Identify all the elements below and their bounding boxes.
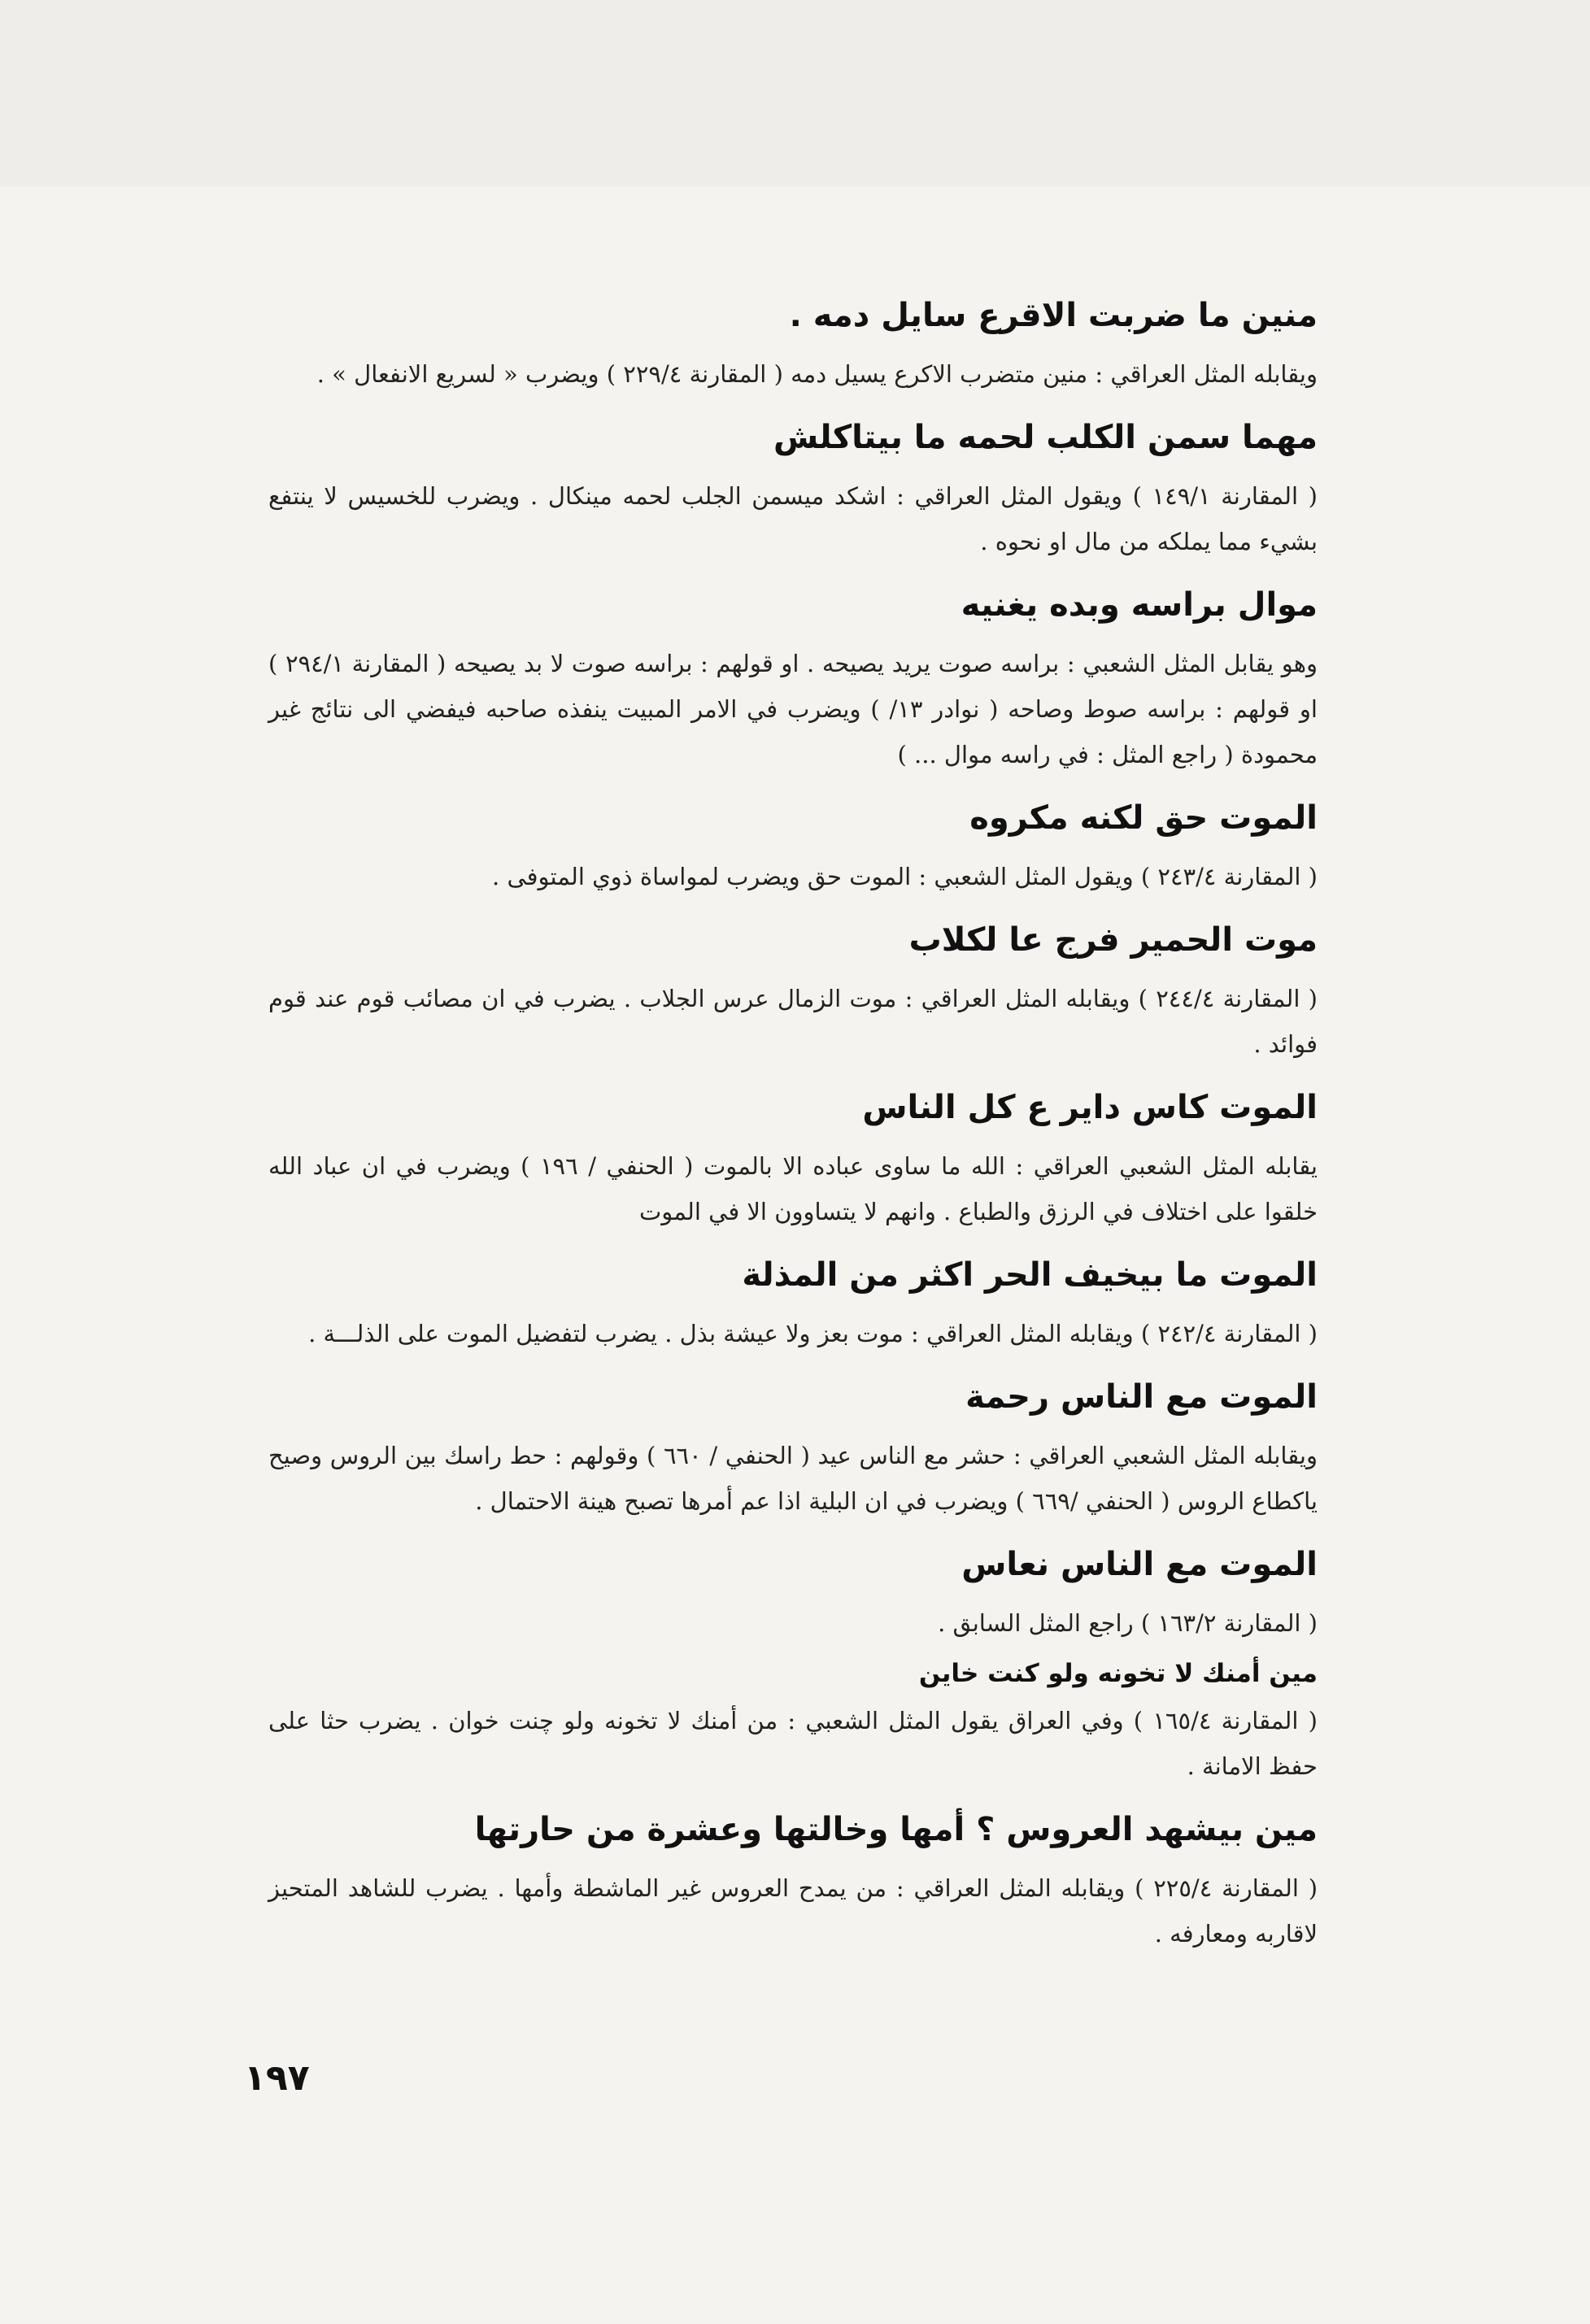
proverb-body: ويقابله المثل العراقي : منين متضرب الاكرع يسيل دمه ( المقارنة ٢٢٩/٤ ) ويضرب « لسريع الانفعال » . [316,360,1318,388]
proverb-heading: مين أمنك لا تخونه ولو كنت خاين [918,1659,1318,1688]
proverb-heading: الموت كاس داير ع كل الناس [862,1089,1318,1126]
proverb-body: يقابله المثل الشعبي العراقي : الله ما ساوى عباده الا بالموت ( الحنفي / ١٩٦ ) ويضرب في ان عباد الله خلقوا على اختلاف في الرزق والطباع . وانهم لا يتساوون الا في الموت [268,1152,1318,1225]
proverb-body: ( المقارنة ٢٤٣/٤ ) ويقول المثل الشعبي : الموت حق ويضرب لمواساة ذوي المتوفى . [492,863,1318,890]
proverb-body: ( المقارنة ٢٢٥/٤ ) ويقابله المثل العراقي : من يمدح العروس غير الماشطة وأمها . يضرب للشاهد المتحيز لاقاربه ومعارفه . [268,1874,1318,1948]
proverb-body: ( المقارنة ١٤٩/١ ) ويقول المثل العراقي : اشكد ميسمن الجلب لحمه مينكال . ويضرب للخسيس لا ينتفع بشيء مما يملكه من مال او نحوه . [268,482,1318,555]
proverb-body: ( المقارنة ١٦٣/٢ ) راجع المثل السابق . [938,1609,1318,1637]
proverb-entry [268,582,1318,777]
page-content [268,293,1318,1956]
proverb-body: ويقابله المثل الشعبي العراقي : حشر مع الناس عيد ( الحنفي / ٦٦٠ ) وقولهم : حط راسك بين الروس وصيح ياكطاع الروس ( الحنفي /٦٦٩ ) ويضرب في ان البلية اذا عم أمرها تصبح هينة الاحتمال . [268,1442,1318,1515]
proverb-entry [268,293,1318,397]
proverb-body: ( المقارنة ١٦٥/٤ ) وفي العراق يقول المثل الشعبي : من أمنك لا تخونه ولو چنت خوان . يضرب حثا على حفظ الامانة . [268,1707,1318,1780]
proverb-heading: موال براسه وبده يغنيه [961,586,1318,624]
proverb-entry [268,917,1318,1067]
proverb-entry [268,795,1318,899]
proverb-entry [268,1374,1318,1524]
proverb-heading: الموت حق لكنه مكروه [969,799,1318,837]
proverb-entry [268,1542,1318,1646]
proverb-heading: الموت مع الناس رحمة [965,1378,1318,1416]
proverb-body: ( المقارنة ٢٤٤/٤ ) ويقابله المثل العراقي : موت الزمال عرس الجلاب . يضرب في ان مصائب قوم عند قوم فوائد . [268,985,1318,1058]
proverb-heading: الموت ما بيخيف الحر اكثر من المذلة [742,1256,1318,1294]
proverb-heading: الموت مع الناس نعاس [961,1546,1318,1583]
page-top-shade [0,0,1590,187]
proverb-heading: موت الحمير فرج عا لكلاب [908,921,1318,959]
proverb-entry [268,415,1318,564]
page-number: ١٩٧ [244,2057,310,2099]
proverb-body: وهو يقابل المثل الشعبي : براسه صوت يريد يصيحه . او قولهم : براسه صوت لا بد يصيحه ( المقارنة ٢٩٤/١ ) او قولهم : براسه صوط وصاحه ( نوادر ١٣/ ) ويضرب في الامر المبيت ينفذه صاحبه فيفضي الى نتائج غير محمودة ( راجع المثل : في راسه موال ... ) [268,650,1318,768]
proverb-entry [268,1252,1318,1356]
proverb-entry [268,1807,1318,1956]
proverb-heading: مين بيشهد العروس ؟ أمها وخالتها وعشرة من حارتها [474,1811,1318,1848]
proverb-heading: مهما سمن الكلب لحمه ما بيتاكلش [773,419,1318,456]
proverb-entry [268,1656,1318,1789]
proverb-body: ( المقارنة ٢٤٢/٤ ) ويقابله المثل العراقي : موت بعز ولا عيشة بذل . يضرب لتفضيل الموت على الذلـــة . [308,1320,1318,1347]
proverb-entry [268,1085,1318,1234]
proverb-heading: منين ما ضربت الاقرع سايل دمه . [789,297,1318,334]
